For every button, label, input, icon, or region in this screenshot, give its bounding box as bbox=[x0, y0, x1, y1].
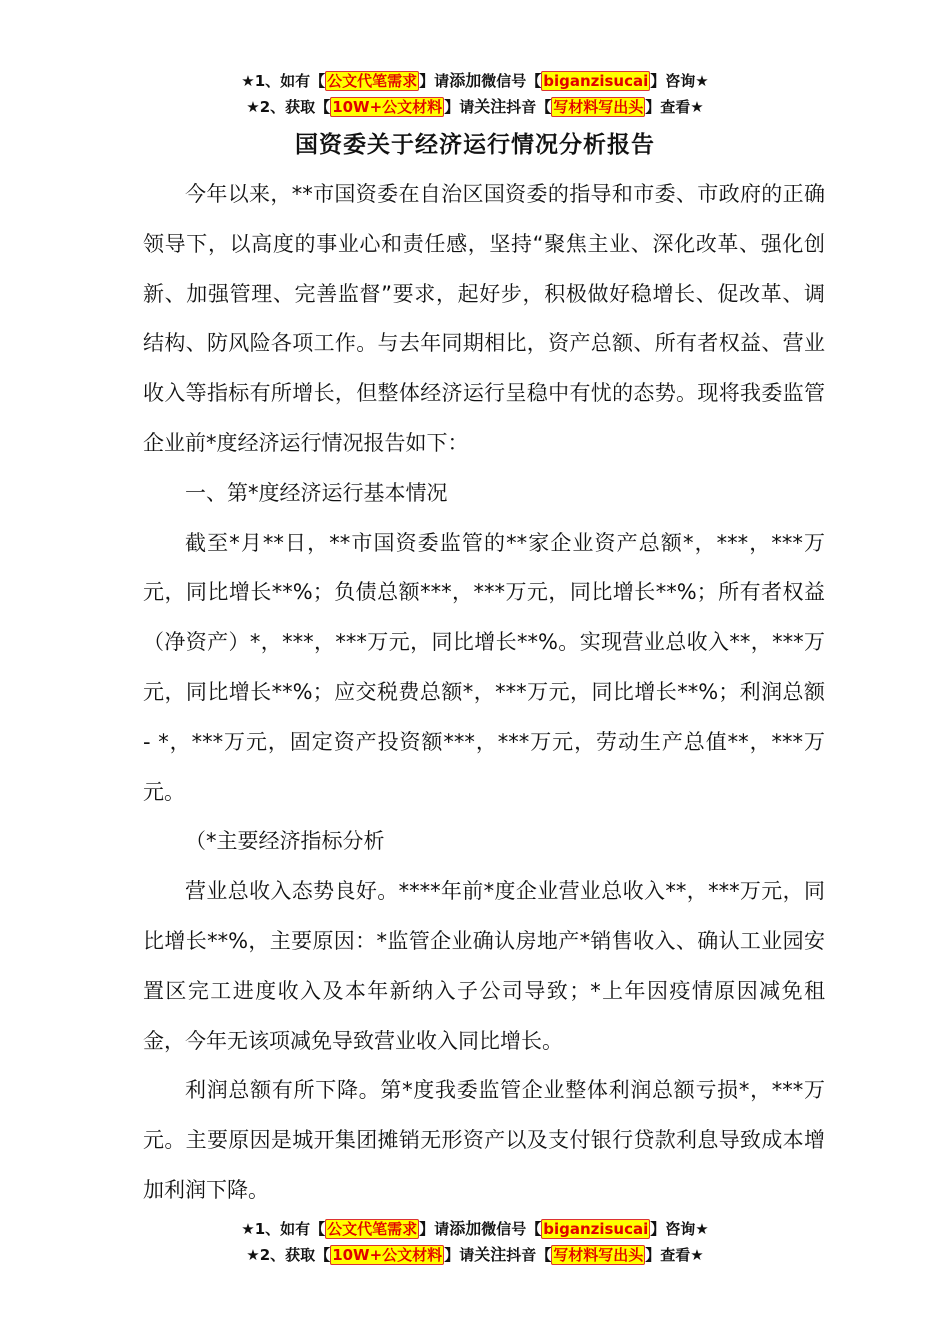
bottom-banner bbox=[0, 1216, 950, 1268]
banner-highlight: 公文代笔需求 bbox=[327, 1220, 418, 1238]
paragraph-profit: 利润总额有所下降。第*度我委监管企业整体利润总额亏损*，***万元。主要原因是城开集团摊销无形资产以及支付银行贷款利息导致成本增加利润下降。 bbox=[143, 1078, 825, 1202]
banner-highlight: 10W+公文材料 bbox=[332, 98, 443, 116]
banner-highlight: biganzisucai bbox=[543, 72, 649, 90]
banner-line-1: ★1、如有【 公文代笔需求 】请添加微信号【 biganzisucai 】咨询★ bbox=[241, 1219, 709, 1238]
top-banner bbox=[0, 68, 950, 120]
banner-line-1: ★1、如有【 公文代笔需求 】请添加微信号【 biganzisucai 】咨询★ bbox=[241, 71, 709, 90]
paragraph-revenue: 营业总收入态势良好。****年前*度企业营业总收入**，***万元，同比增长**%，主要原因：*监管企业确认房地产*销售收入、确认工业园安置区完工进度收入及本年新纳入子公司导致；*上年因疫情原因减免租金，今年无该项减免导致营业收入同比增长。 bbox=[143, 879, 825, 1053]
document-title: 国资委关于经济运行情况分析报告 bbox=[295, 132, 655, 158]
document-body bbox=[143, 170, 825, 1216]
paragraph-intro: 今年以来，**市国资委在自治区国资委的指导和市委、市政府的正确领导下，以高度的事业心和责任感，坚持“聚焦主业、深化改革、强化创新、加强管理、完善监督”要求，起好步，积极做好稳增长、促改革、调结构、防风险各项工作。与去年同期相比，资产总额、所有者权益、营业收入等指标有所增长，但整体经济运行呈稳中有忧的态势。现将我委监管企业前*度经济运行情况报告如下： bbox=[143, 182, 825, 455]
paragraph-figures: 截至*月**日，**市国资委监管的**家企业资产总额*，***，***万元，同比增长**%；负债总额***，***万元，同比增长**%；所有者权益（净资产）*，***，***万元，同比增长**%。实现营业总收入**，***万元，同比增长**%；应交税费总额*，***万元，同比增长**%；利润总额 - *，***万元，固定资产投资额***，***万元，劳动生产总值**，***万元。 bbox=[143, 530, 825, 804]
banner-highlight: 写材料写出头 bbox=[553, 1246, 644, 1264]
banner-highlight: 公文代笔需求 bbox=[327, 72, 418, 90]
banner-highlight: 写材料写出头 bbox=[553, 98, 644, 116]
banner-line-2: ★2、获取【 10W+公文材料 】请关注抖音【 写材料写出头 】查看★ bbox=[246, 1245, 704, 1264]
banner-line-2: ★2、获取【 10W+公文材料 】请关注抖音【 写材料写出头 】查看★ bbox=[246, 97, 704, 116]
banner-highlight: 10W+公文材料 bbox=[332, 1246, 443, 1264]
banner-highlight: biganzisucai bbox=[543, 1220, 649, 1238]
section-heading: 一、第*度经济运行基本情况 bbox=[185, 480, 448, 505]
subsection-heading: （*主要经济指标分析 bbox=[185, 829, 385, 854]
